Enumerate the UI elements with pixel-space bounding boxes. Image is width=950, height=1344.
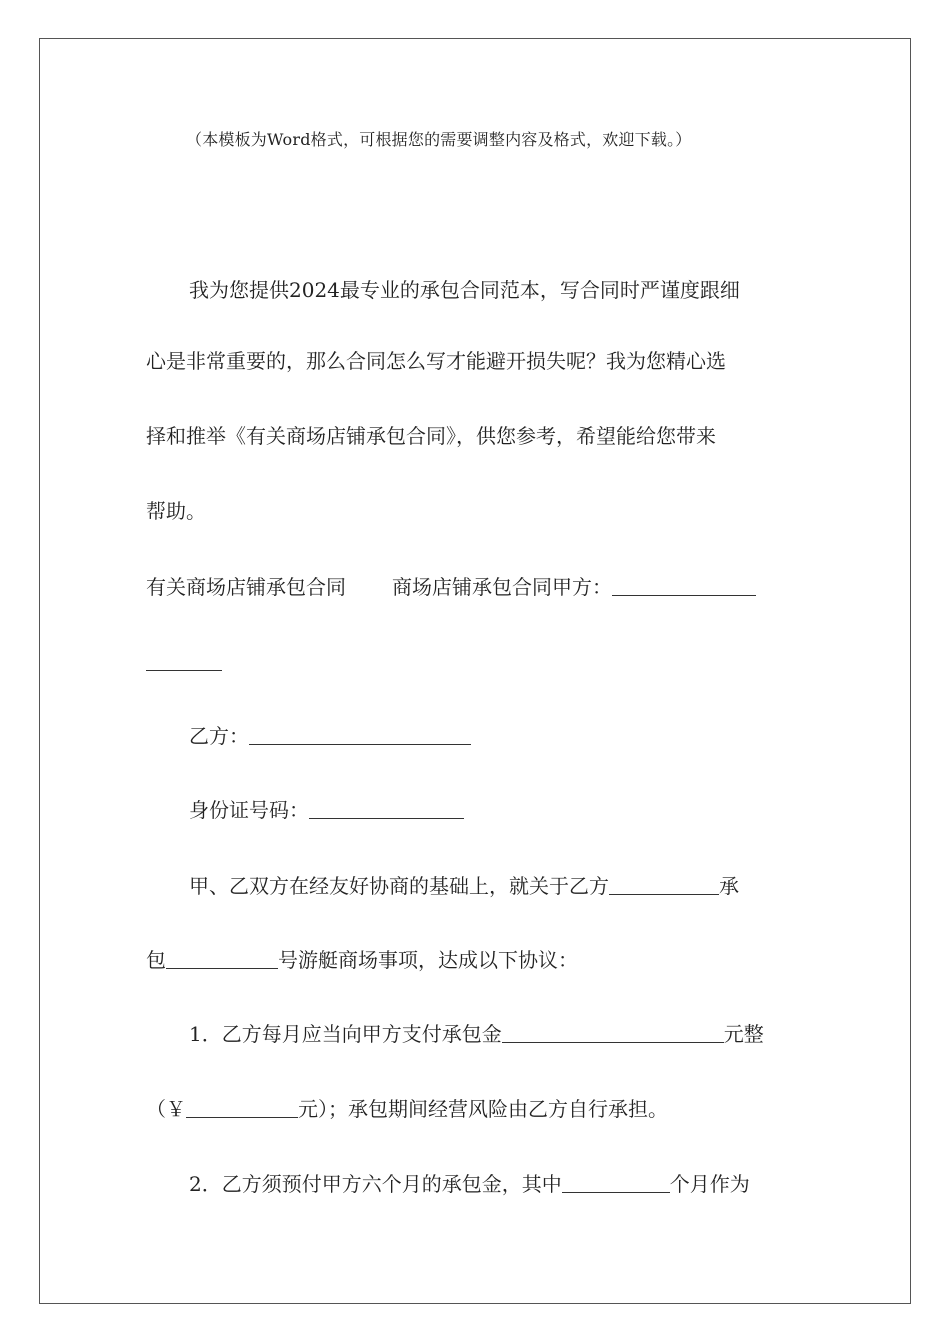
- item-2-line-1: [189, 1172, 750, 1196]
- party-a-blank[interactable]: [612, 577, 756, 596]
- item-1-text-b: 元整: [723, 1022, 764, 1046]
- clause-intro-text-a: 甲、乙双方在经友好协商的基础上，就关于乙方: [189, 874, 609, 898]
- template-note: （本模板为Word格式，可根据您的需要调整内容及格式，欢迎下载。）: [186, 130, 692, 149]
- monthly-fee-figure-blank[interactable]: [186, 1099, 298, 1118]
- clause-intro-line-1: [189, 874, 739, 898]
- contract-title-line: [146, 575, 756, 599]
- clause-intro-text-b: 承: [719, 874, 739, 898]
- party-a-blank-continued[interactable]: [146, 652, 222, 671]
- id-number-line: [189, 798, 464, 822]
- id-number-label: 身份证号码：: [189, 798, 309, 822]
- id-number-blank[interactable]: [309, 800, 464, 819]
- item-1-text-a: 1．乙方每月应当向甲方支付承包金: [189, 1022, 502, 1046]
- item-1-text-c: （￥: [146, 1097, 186, 1121]
- yacht-number-blank[interactable]: [166, 950, 278, 969]
- contract-title: 有关商场店铺承包合同: [146, 575, 346, 599]
- party-a-label: 商场店铺承包合同甲方：: [392, 575, 612, 599]
- item-1-line-1: [189, 1022, 764, 1046]
- clause-intro-text-c: 包: [146, 948, 166, 972]
- clause-intro-line-2: [146, 948, 578, 972]
- party-b-line: [189, 724, 471, 748]
- party-a-blank-continued-line: [146, 650, 222, 674]
- intro-line-1: 我为您提供2024最专业的承包合同范本，写合同时严谨度跟细: [189, 278, 740, 302]
- item-2-text-b: 个月作为: [669, 1172, 750, 1196]
- clause-intro-text-d: 号游艇商场事项，达成以下协议：: [278, 948, 578, 972]
- intro-line-2: 心是非常重要的，那么合同怎么写才能避开损失呢？我为您精心选: [146, 349, 726, 373]
- item-1-line-2: [146, 1097, 668, 1121]
- party-b-contracts-blank[interactable]: [609, 876, 719, 895]
- intro-line-3: 择和推举《有关商场店铺承包合同》，供您参考，希望能给您带来: [146, 424, 716, 448]
- item-2-text-a: 2．乙方须预付甲方六个月的承包金，其中: [189, 1172, 562, 1196]
- party-b-blank[interactable]: [249, 726, 471, 745]
- party-b-label: 乙方：: [189, 724, 249, 748]
- monthly-fee-blank[interactable]: [502, 1024, 724, 1043]
- months-blank[interactable]: [562, 1174, 670, 1193]
- intro-line-4: 帮助。: [146, 499, 206, 523]
- item-1-text-d: 元）；承包期间经营风险由乙方自行承担。: [298, 1097, 668, 1121]
